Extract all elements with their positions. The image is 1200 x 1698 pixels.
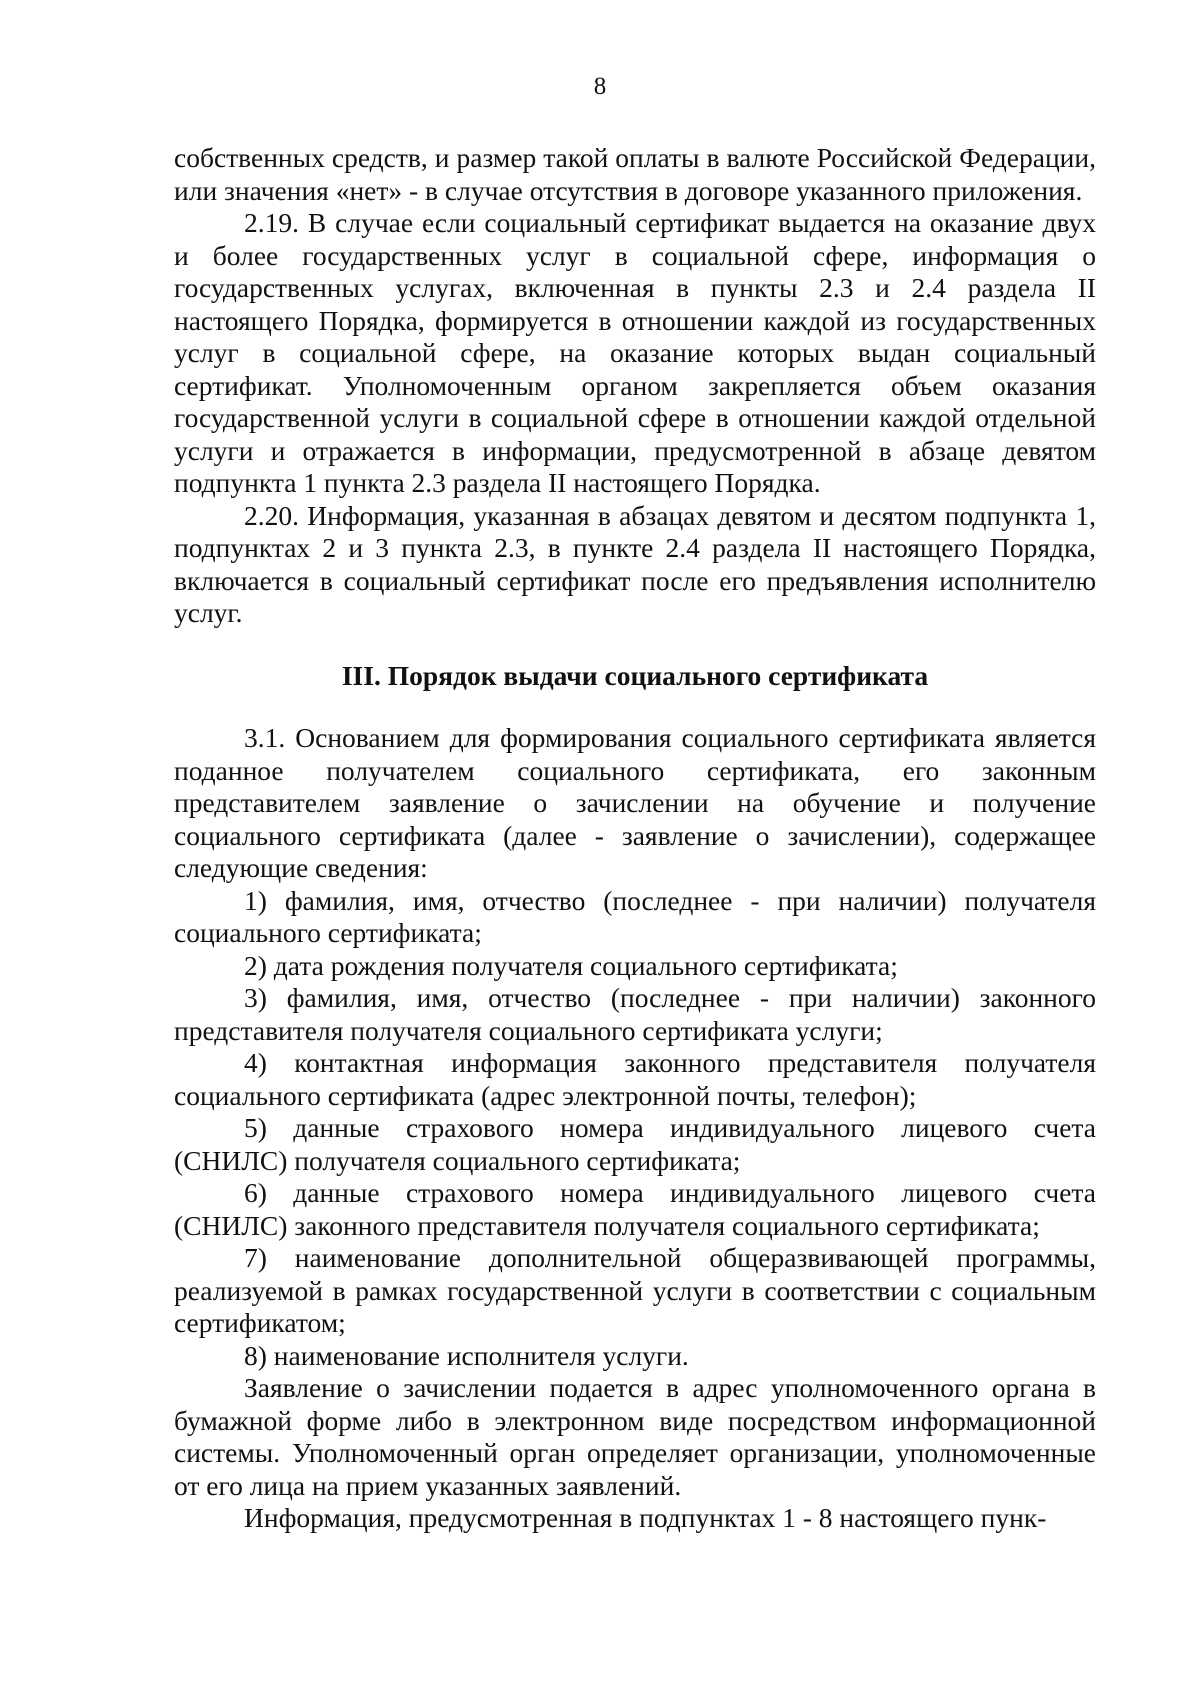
list-item: 3) фамилия, имя, отчество (последнее - при наличии) законного представителя получателя социального сертификата услуги;: [174, 982, 1096, 1046]
list-item: 2) дата рождения получателя социального сертификата;: [244, 949, 898, 981]
list-item: 4) контактная информация законного представителя получателя социального сертификата (адрес электронной почты, телефон);: [174, 1047, 1096, 1111]
page-number: 8: [593, 73, 607, 100]
paragraph-2-20: 2.20. Информация, указанная в абзацах девятом и десятом подпункта 1, подпунктах 2 и 3 пункта 2.3, в пункте 2.4 раздела II настоящего Порядка, включается в социальный сертификат после его предъявления исполнителю услуг.: [174, 499, 1096, 628]
section-heading-3: III. Порядок выдачи социального сертификата: [341, 659, 929, 691]
document-body: [174, 142, 1096, 1535]
paragraph-last: Информация, предусмотренная в подпунктах 1 - 8 настоящего пунк-: [244, 1502, 1047, 1533]
list-item: 8) наименование исполнителя услуги.: [244, 1339, 689, 1371]
list-item: 5) данные страхового номера индивидуального лицевого счета (СНИЛС) получателя социального сертификата;: [174, 1112, 1096, 1176]
list-item: 6) данные страхового номера индивидуального лицевого счета (СНИЛС) законного представителя получателя социального сертификата;: [174, 1177, 1096, 1241]
paragraph-3-1: 3.1. Основанием для формирования социального сертификата является поданное получателем социального сертификата, его законным представителем заявление о зачислении на обучение и получение социального сертификата (далее - заявление о зачислении), содержащее следующие сведения:: [174, 722, 1096, 883]
list-item: 7) наименование дополнительной общеразвивающей программы, реализуемой в рамках государственной услуги в соответствии с социальным сертификатом;: [174, 1242, 1096, 1338]
paragraph-continuation: собственных средств, и размер такой оплаты в валюте Российской Федерации, или значения «нет» - в случае отсутствия в договоре указанного приложения.: [174, 142, 1096, 206]
paragraph-2-19: 2.19. В случае если социальный сертификат выдается на оказание двух и более государственных услуг в социальной сфере, информация о государственных услугах, включенная в пункты 2.3 и 2.4 раздела II настоящего Порядка, формируется в отношении каждой из государственных услуг в социальной сфере, на оказание которых выдан социальный сертификат. Уполномоченным органом закрепляется объем оказания государственной услуги в социальной сфере в отношении каждой отдельной услуги и отражается в информации, предусмотренной в абзаце девятом подпункта 1 пункта 2.3 раздела II настоящего Порядка.: [174, 207, 1096, 498]
list-item: 1) фамилия, имя, отчество (последнее - при наличии) получателя социального сертификата;: [174, 884, 1096, 948]
paragraph-application: Заявление о зачислении подается в адрес уполномоченного органа в бумажной форме либо в электронном виде посредством информационной системы. Уполномоченный орган определяет организации, уполномоченные от его лица на прием указанных заявлений.: [174, 1372, 1096, 1501]
